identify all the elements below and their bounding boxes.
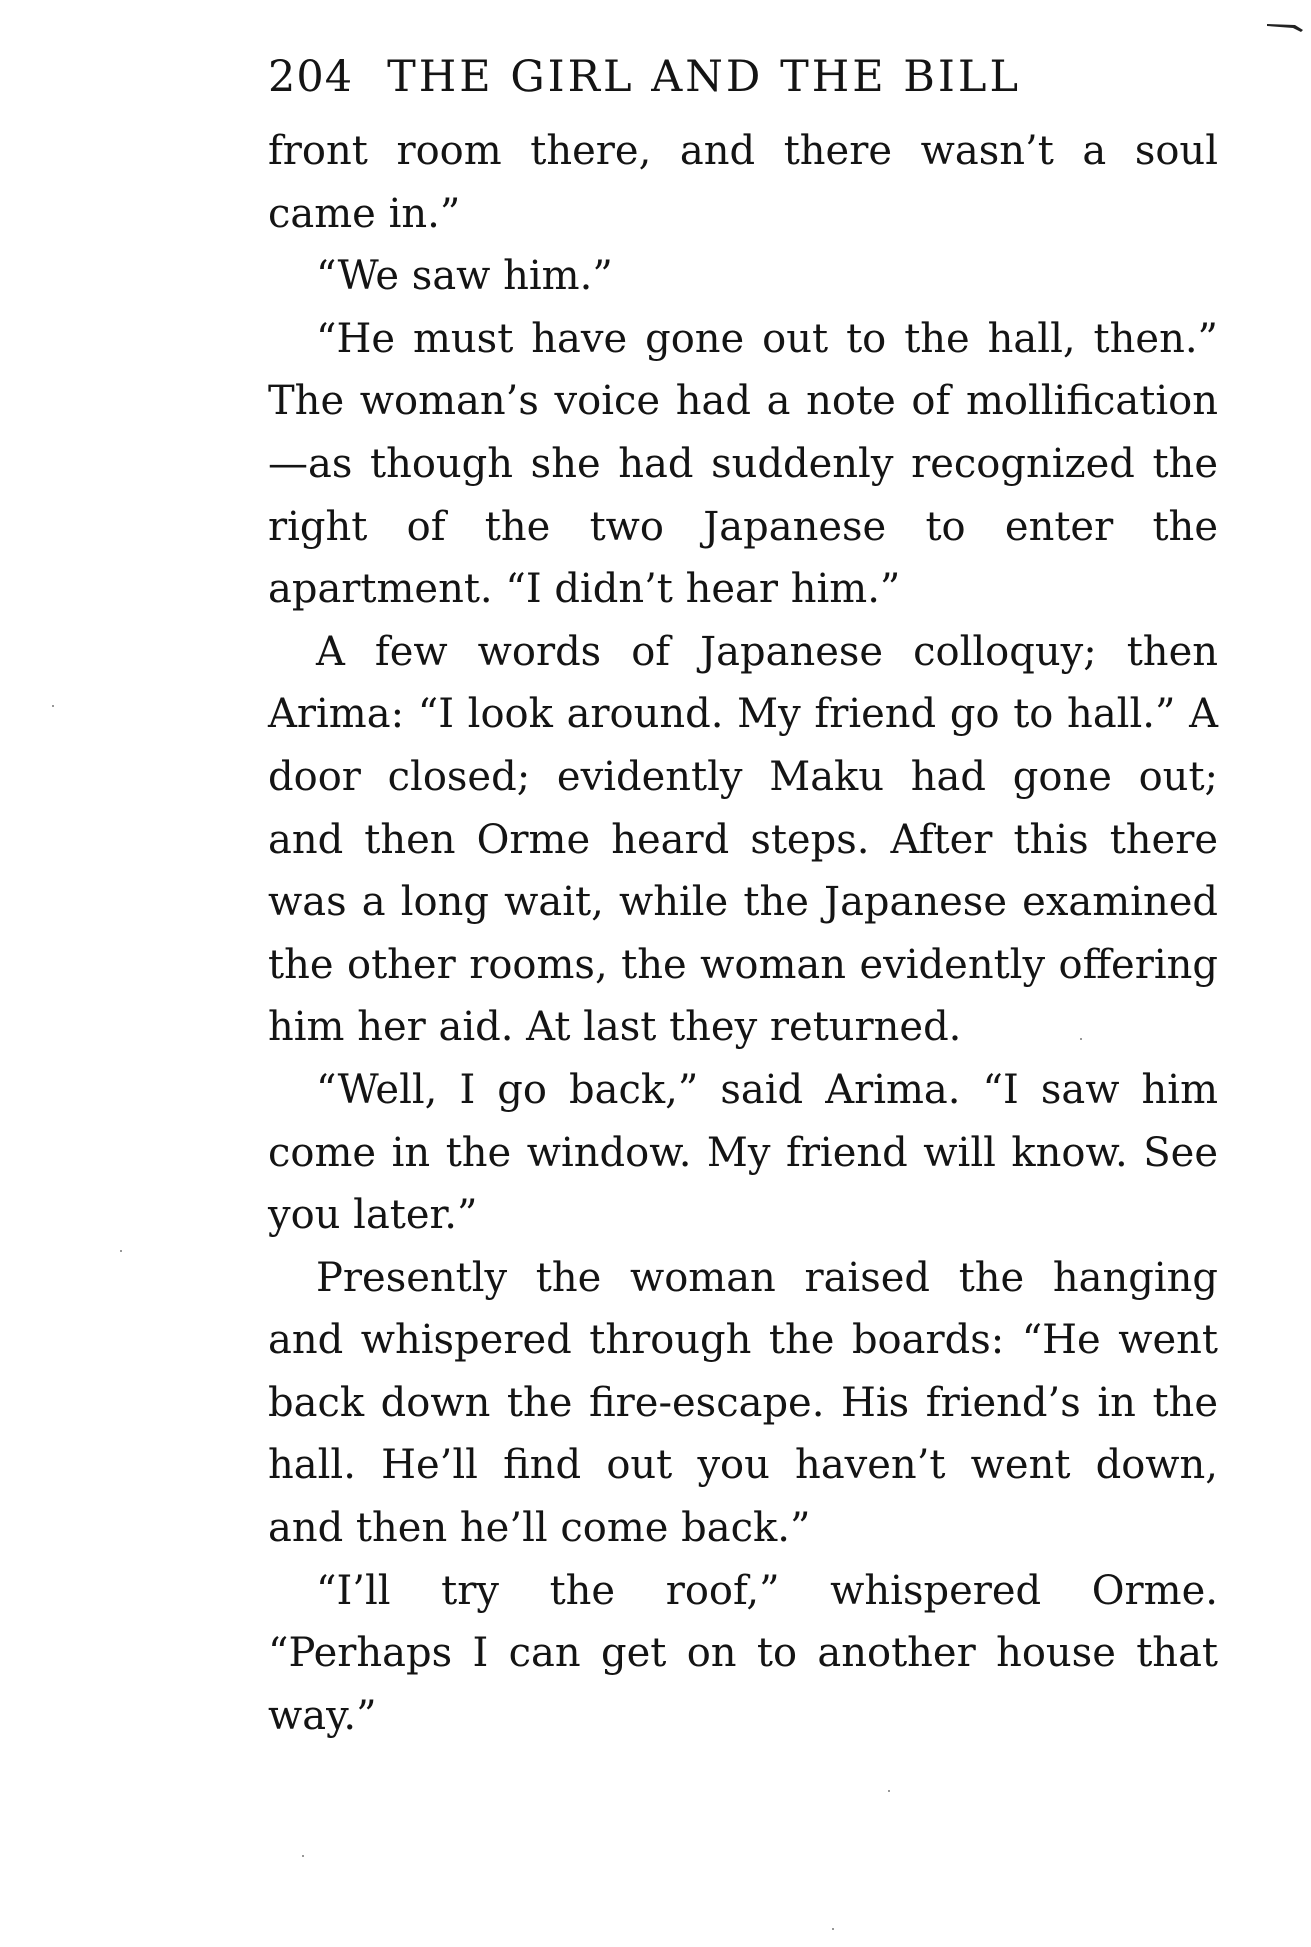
running-head [268, 52, 1218, 112]
paper-speck [302, 1855, 304, 1857]
running-title: THE GIRL AND THE BILL [387, 52, 1022, 102]
paper-speck [1080, 1038, 1082, 1040]
paragraph: A few words of Japanese colloquy; then Arima: “I look around. My friend go to hall.” A door closed; evidently Maku had gone out; and then Orme heard steps. After this there was a long wait, while the Japanese examined the other rooms, the woman evidently offering him her aid. At last they returned. [268, 628, 1218, 1051]
paragraph: “Well, I go back,” said Arima. “I saw him come in the window. My friend will know. See you later.” [268, 1066, 1218, 1239]
paragraph: front room there, and there wasn’t a soul came in.” [268, 128, 1218, 237]
paper-speck [120, 1250, 122, 1252]
paper-speck [888, 1790, 890, 1792]
paragraph: “We saw him.” [316, 253, 613, 300]
paragraph: “I’ll try the roof,” whispered Orme. “Perhaps I can get on to another house that way.” [268, 1567, 1218, 1739]
paper-speck [52, 705, 54, 707]
body-text [268, 120, 1218, 1747]
page-number: 204 [268, 52, 354, 102]
paper-speck [832, 1928, 834, 1930]
paragraph: Presently the woman raised the hanging and whispered through the boards: “He went back down the fire-escape. His friend’s in the hall. He’ll find out you haven’t went down, and then he’ll come back.” [268, 1254, 1218, 1552]
page-corner-mark [1265, 20, 1305, 34]
paragraph: “He must have gone out to the hall, then.” The woman’s voice had a note of mollification—as though she had suddenly recognized the right of the two Japanese to enter the apartment. “I didn’t hear him.” [268, 315, 1218, 613]
